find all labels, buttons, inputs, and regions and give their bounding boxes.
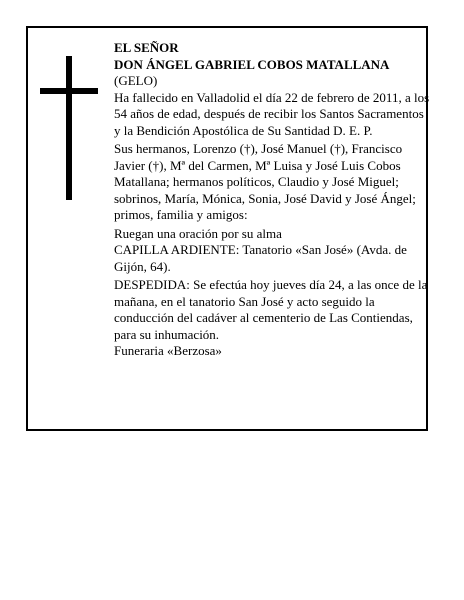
farewell-info: DESPEDIDA: Se efectúa hoy jueves día 24, a las once de la mañana, en el tanatorio San José y acto seguido la conducción del cadáver al cementerio de Las Contiendas, para su inhumación. [114, 277, 428, 342]
family-list: Sus hermanos, Lorenzo (†), José Manuel (†), Francisco Javier (†), Mª del Carmen, Mª Luisa y José Luis Cobos Matallana; hermanos políticos, Claudio y José Miguel; sobrinos, María, Mónica, Sonia, José David y José Ángel; primos, familia y amigos: [114, 141, 416, 222]
death-notice: Ha fallecido en Valladolid el día 22 de febrero de 2011, a los 54 años de edad, después de recibir los Santos Sacramentos y la Bendición Apostólica de Su Santidad D. E. P. [114, 89, 430, 138]
cross-vertical-bar [66, 56, 72, 200]
funeral-home: Funeraria «Berzosa» [114, 343, 222, 358]
obituary-text [114, 40, 430, 360]
chapel-info: CAPILLA ARDIENTE: Tanatorio «San José» (Avda. de Gijón, 64). [114, 242, 407, 274]
deceased-nickname: (GELO) [114, 73, 158, 88]
obituary-notice [26, 26, 428, 431]
prayer-request: Ruegan una oración por su alma [114, 225, 282, 241]
cross-icon [40, 56, 98, 200]
obituary-title: EL SEÑOR [114, 40, 179, 55]
cross-horizontal-bar [40, 88, 98, 94]
deceased-name: DON ÁNGEL GABRIEL COBOS MATALLANA [114, 56, 390, 72]
